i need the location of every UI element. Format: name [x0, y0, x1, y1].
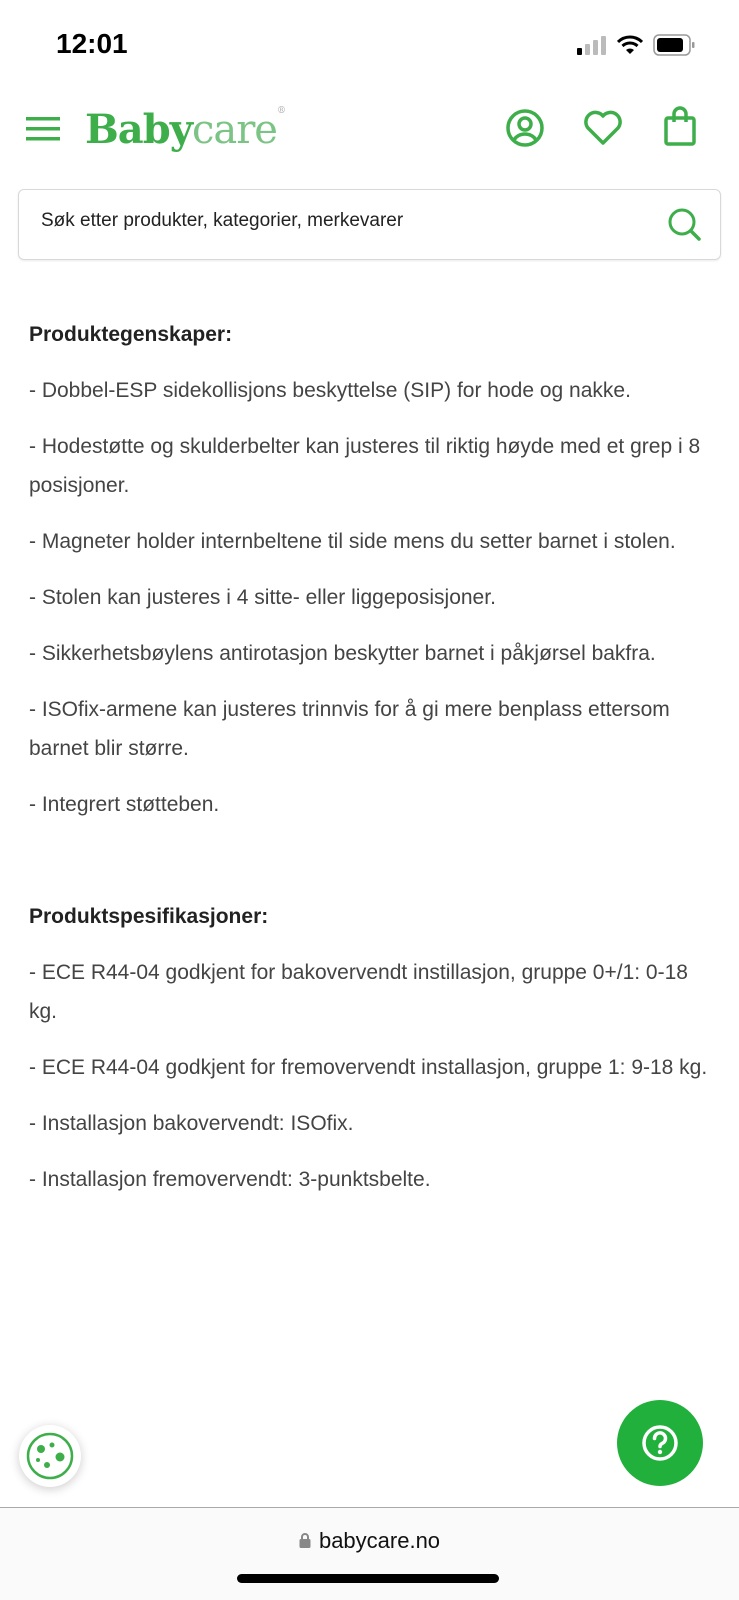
lock-icon: [299, 1532, 311, 1548]
logo-mark: ®: [276, 106, 285, 116]
status-bar: [0, 0, 739, 90]
feature-item: - Hodestøtte og skulderbelter kan justeres til riktig høyde med et grep i 8 posisjoner.: [29, 435, 701, 497]
signal-icon: [577, 35, 607, 55]
shopping-bag-icon[interactable]: [664, 106, 696, 146]
spec-item: - Installasjon fremovervendt: 3-punktsbelte.: [29, 1168, 431, 1191]
search-icon[interactable]: [666, 206, 702, 242]
section-title: Produktspesifikasjoner:: [29, 905, 269, 928]
help-button[interactable]: [617, 1400, 703, 1486]
hamburger-menu-icon[interactable]: [26, 117, 60, 141]
question-icon: [640, 1423, 680, 1463]
feature-item: - Dobbel-ESP sidekollisjons beskyttelse (SIP) for hode og nakke.: [29, 379, 631, 402]
logo-bold: Baby: [85, 106, 192, 153]
url-text: babycare.no: [318, 1528, 441, 1553]
account-icon[interactable]: [505, 108, 545, 148]
spec-item: - ECE R44-04 godkjent for bakovervendt instillasjon, gruppe 0+/1: 0-18 kg.: [29, 961, 688, 1023]
wifi-icon: [617, 35, 643, 55]
product-description: [29, 315, 709, 1216]
heart-icon[interactable]: [583, 110, 623, 146]
search-input[interactable]: [41, 210, 641, 232]
logo-light: care: [191, 107, 277, 153]
cookie-settings-button[interactable]: [19, 1425, 81, 1487]
browser-url-bar[interactable]: [0, 1508, 739, 1600]
site-header: [0, 100, 739, 160]
feature-item: - ISOfix-armene kan justeres trinnvis for å gi mere benplass ettersom barnet blir større.: [29, 698, 670, 760]
spec-item: - ECE R44-04 godkjent for fremovervendt installasjon, gruppe 1: 9-18 kg.: [29, 1056, 708, 1079]
spec-item: - Installasjon bakovervendt: ISOfix.: [29, 1112, 354, 1135]
feature-item: - Magneter holder internbeltene til side mens du setter barnet i stolen.: [29, 530, 676, 553]
cookie-icon: [25, 1431, 75, 1481]
home-indicator: [237, 1574, 499, 1583]
battery-icon: [653, 34, 695, 56]
search-bar: [18, 189, 721, 260]
babycare-logo[interactable]: [85, 106, 285, 153]
feature-item: - Sikkerhetsbøylens antirotasjon beskytter barnet i påkjørsel bakfra.: [29, 642, 656, 665]
section-title: Produktegenskaper:: [29, 323, 233, 346]
feature-item: - Integrert støtteben.: [29, 793, 220, 816]
status-time: 12:01: [56, 28, 128, 59]
feature-item: - Stolen kan justeres i 4 sitte- eller liggeposisjoner.: [29, 586, 496, 609]
